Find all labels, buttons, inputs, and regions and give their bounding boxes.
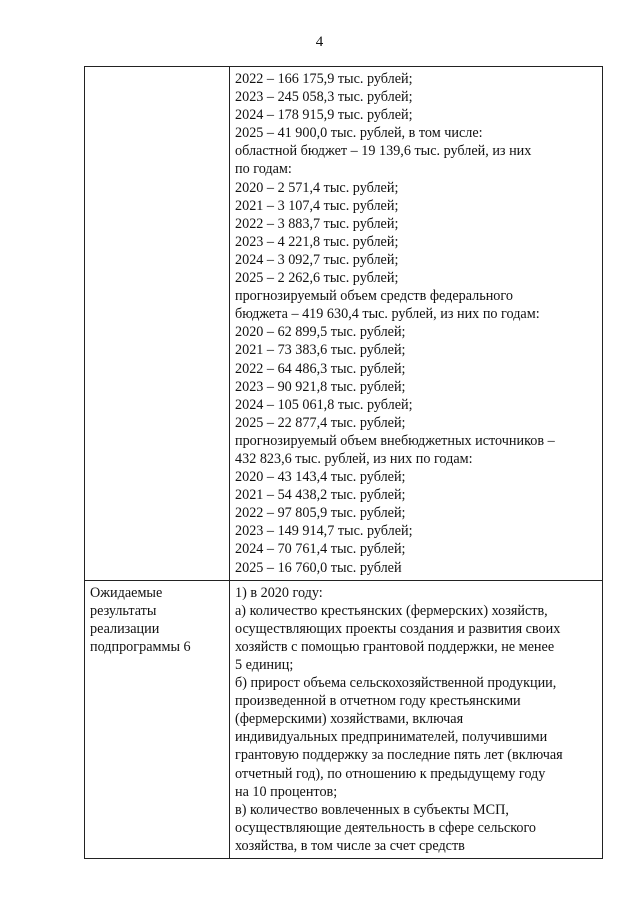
text-line: 2020 – 2 571,4 тыс. рублей; <box>235 179 399 196</box>
text-line: 2023 – 4 221,8 тыс. рублей; <box>235 233 399 250</box>
text-line: в) количество вовлеченных в субъекты МСП, <box>235 801 509 818</box>
text-line: прогнозируемый объем внебюджетных источников – <box>235 432 555 449</box>
text-line: отчетный год), по отношению к предыдущему году <box>235 765 546 782</box>
text-line: по годам: <box>235 161 292 178</box>
text-line: 2023 – 245 058,3 тыс. рублей; <box>235 89 413 106</box>
text-line: индивидуальных предпринимателей, получившими <box>235 729 548 746</box>
text-line: 2021 – 3 107,4 тыс. рублей; <box>235 197 399 214</box>
text-line: 2021 – 73 383,6 тыс. рублей; <box>235 342 406 359</box>
table-row-financing <box>85 67 603 581</box>
text-line: 2022 – 3 883,7 тыс. рублей; <box>235 215 399 232</box>
table-row-expected-results <box>85 580 603 858</box>
text-line: 432 823,6 тыс. рублей, из них по годам: <box>235 450 473 467</box>
text-line: 2022 – 166 175,9 тыс. рублей; <box>235 71 413 87</box>
text-line: 2025 – 41 900,0 тыс. рублей, в том числе: <box>235 125 483 142</box>
text-line: а) количество крестьянских (фермерских) хозяйств, <box>235 602 548 619</box>
text-line: 1) в 2020 году: <box>235 584 323 601</box>
text-line: произведенной в отчетном году крестьянскими <box>235 693 521 710</box>
text-line: 2025 – 2 262,6 тыс. рублей; <box>235 270 399 287</box>
text-line: осуществляющих проекты создания и развития своих <box>235 620 561 637</box>
label-line: подпрограммы 6 <box>90 638 191 655</box>
text-line: 5 единиц; <box>235 657 294 673</box>
text-line: 2023 – 149 914,7 тыс. рублей; <box>235 523 413 540</box>
text-line: 2020 – 43 143,4 тыс. рублей; <box>235 469 406 486</box>
text-line: хозяйства, в том числе за счет средств <box>235 837 465 854</box>
label-line: результаты <box>90 602 157 619</box>
page-number: 4 <box>315 34 324 50</box>
text-line: на 10 процентов; <box>235 783 338 800</box>
text-line: 2024 – 105 061,8 тыс. рублей; <box>235 396 413 413</box>
label-cell-empty <box>85 67 230 581</box>
value-cell-expected-results <box>230 580 603 858</box>
text-line: областной бюджет – 19 139,6 тыс. рублей, из них <box>235 143 532 160</box>
text-line: 2024 – 3 092,7 тыс. рублей; <box>235 251 399 268</box>
text-line: 2021 – 54 438,2 тыс. рублей; <box>235 487 406 504</box>
text-line: хозяйств с помощью грантовой поддержки, не менее <box>235 638 555 655</box>
text-line: (фермерскими) хозяйствами, включая <box>235 711 464 728</box>
text-line: осуществляющие деятельность в сфере сельского <box>235 819 537 836</box>
text-line: бюджета – 419 630,4 тыс. рублей, из них по годам: <box>235 306 540 323</box>
text-line: 2024 – 70 761,4 тыс. рублей; <box>235 541 406 558</box>
text-line: прогнозируемый объем средств федерального <box>235 288 513 305</box>
text-line: 2024 – 178 915,9 тыс. рублей; <box>235 107 413 124</box>
text-line: 2022 – 64 486,3 тыс. рублей; <box>235 360 406 377</box>
text-line: 2022 – 97 805,9 тыс. рублей; <box>235 505 406 522</box>
text-line: 2020 – 62 899,5 тыс. рублей; <box>235 324 406 341</box>
text-line: б) прирост объема сельскохозяйственной продукции, <box>235 675 557 692</box>
label-line: реализации <box>90 620 160 637</box>
text-line: 2025 – 16 760,0 тыс. рублей <box>235 559 402 576</box>
text-line: грантовую поддержку за последние пять лет (включая <box>235 747 563 764</box>
value-cell-financing <box>230 67 603 581</box>
text-line: 2023 – 90 921,8 тыс. рублей; <box>235 378 406 395</box>
label-cell-expected-results <box>85 580 230 858</box>
label-line: Ожидаемые <box>90 584 163 601</box>
text-line: 2025 – 22 877,4 тыс. рублей; <box>235 414 406 431</box>
program-passport-table <box>84 66 603 859</box>
